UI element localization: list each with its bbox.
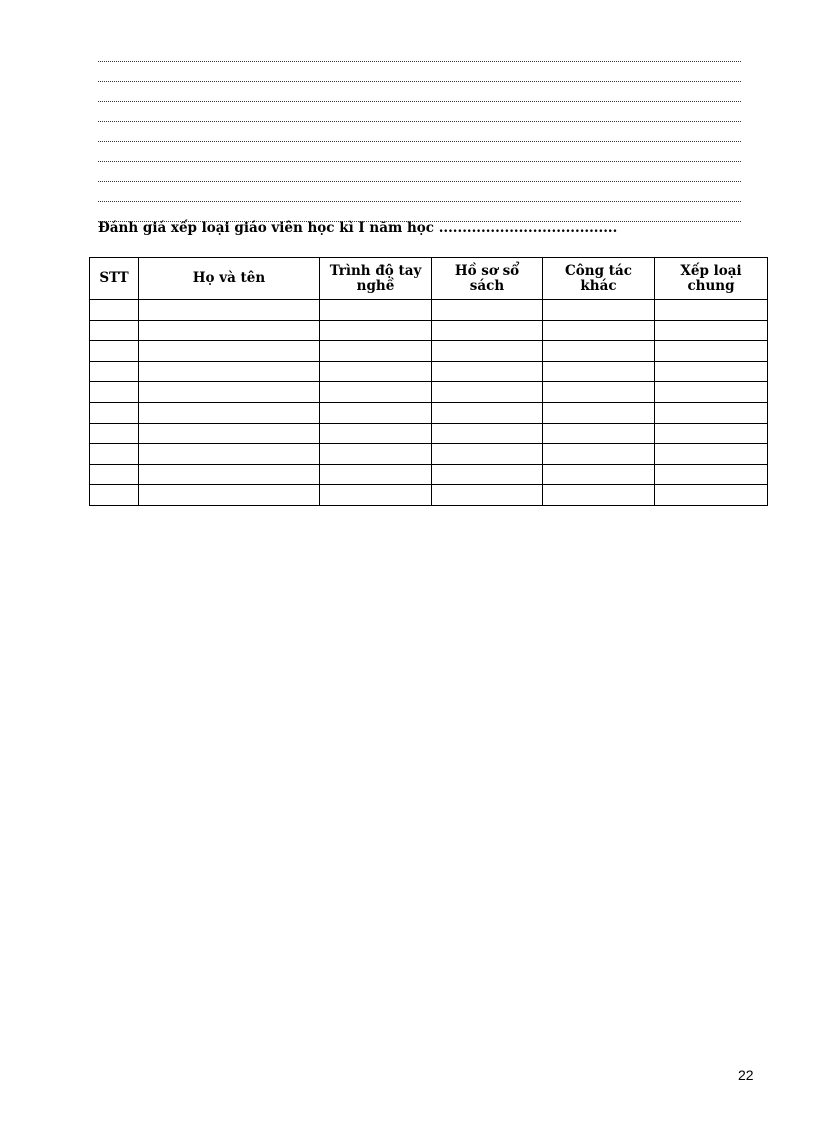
dotted-line	[98, 82, 741, 102]
table-cell	[543, 444, 655, 465]
header-other-work: Công tác khác	[543, 258, 655, 300]
table-cell	[655, 300, 768, 321]
teacher-rating-table	[89, 257, 768, 506]
table-cell	[655, 444, 768, 465]
table-row	[90, 485, 768, 506]
table-cell	[139, 444, 320, 465]
table-cell	[90, 402, 139, 423]
table-cell	[139, 423, 320, 444]
table-cell	[320, 320, 432, 341]
table-cell	[320, 382, 432, 403]
table-cell	[139, 320, 320, 341]
dotted-line	[98, 62, 741, 82]
table-cell	[655, 320, 768, 341]
table-cell	[139, 382, 320, 403]
table-cell	[320, 341, 432, 362]
dotted-writing-lines	[98, 42, 741, 222]
table-cell	[543, 361, 655, 382]
table-cell	[655, 423, 768, 444]
header-overall-rank: Xếp loại chung	[655, 258, 768, 300]
table-cell	[543, 464, 655, 485]
page-number: 22	[738, 1067, 754, 1083]
table-row	[90, 382, 768, 403]
table-cell	[90, 361, 139, 382]
table-cell	[432, 444, 543, 465]
table-cell	[543, 341, 655, 362]
table-cell	[90, 341, 139, 362]
table-cell	[90, 444, 139, 465]
dotted-line	[98, 102, 741, 122]
table-cell	[543, 382, 655, 403]
table-cell	[655, 402, 768, 423]
table-cell	[320, 300, 432, 321]
dotted-line	[98, 42, 741, 62]
table-header-row	[90, 258, 768, 300]
table-cell	[655, 361, 768, 382]
table-cell	[90, 320, 139, 341]
dotted-line	[98, 122, 741, 142]
table-cell	[543, 300, 655, 321]
table-cell	[90, 485, 139, 506]
table-cell	[139, 300, 320, 321]
table-cell	[139, 485, 320, 506]
table-cell	[90, 464, 139, 485]
table-row	[90, 341, 768, 362]
table-row	[90, 300, 768, 321]
table-row	[90, 464, 768, 485]
dotted-line	[98, 202, 741, 222]
dotted-line	[98, 162, 741, 182]
table-cell	[139, 464, 320, 485]
evaluation-heading: Đánh giá xếp loại giáo viên học kì I năm học ......................................	[98, 220, 618, 236]
table-cell	[320, 485, 432, 506]
header-records: Hồ sơ sổ sách	[432, 258, 543, 300]
table-cell	[320, 444, 432, 465]
table-cell	[139, 361, 320, 382]
table-row	[90, 423, 768, 444]
table-cell	[543, 485, 655, 506]
table-cell	[432, 382, 543, 403]
table-cell	[543, 402, 655, 423]
table-row	[90, 361, 768, 382]
table-cell	[543, 320, 655, 341]
table-row	[90, 444, 768, 465]
table-cell	[432, 361, 543, 382]
table-cell	[139, 341, 320, 362]
table-cell	[90, 382, 139, 403]
table-cell	[432, 402, 543, 423]
table-cell	[543, 423, 655, 444]
table-cell	[655, 341, 768, 362]
table-cell	[432, 423, 543, 444]
table-cell	[320, 402, 432, 423]
table-cell	[139, 402, 320, 423]
table-cell	[432, 464, 543, 485]
dotted-line	[98, 182, 741, 202]
header-skill: Trình độ tay nghề	[320, 258, 432, 300]
header-stt: STT	[90, 258, 139, 300]
table-cell	[320, 464, 432, 485]
table-row	[90, 402, 768, 423]
table-cell	[432, 485, 543, 506]
table-cell	[320, 361, 432, 382]
table-cell	[432, 300, 543, 321]
table-row	[90, 320, 768, 341]
table-cell	[320, 423, 432, 444]
dotted-line	[98, 142, 741, 162]
table-cell	[655, 464, 768, 485]
table-cell	[90, 423, 139, 444]
table-cell	[655, 485, 768, 506]
header-name: Họ và tên	[139, 258, 320, 300]
table-cell	[90, 300, 139, 321]
table-cell	[432, 341, 543, 362]
table-cell	[432, 320, 543, 341]
table-cell	[655, 382, 768, 403]
